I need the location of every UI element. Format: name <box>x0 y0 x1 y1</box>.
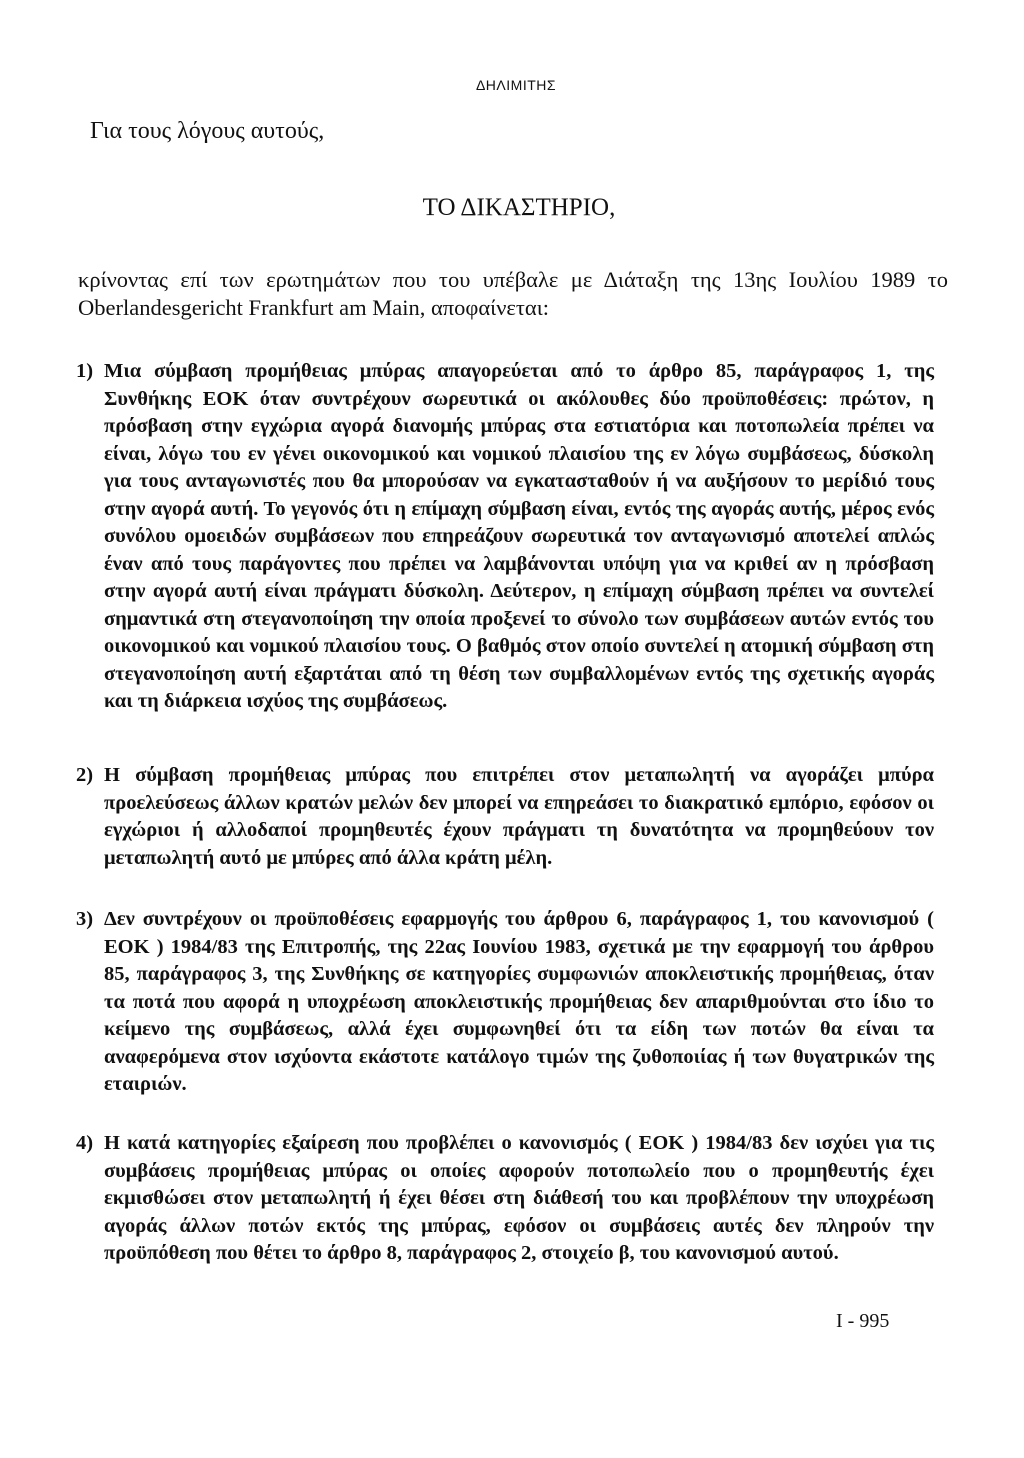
ruling-item-4 <box>76 1130 934 1268</box>
ruling-number: 4) <box>76 1132 94 1154</box>
ruling-item-1 <box>76 358 934 716</box>
ruling-text: Μια σύμβαση προμήθειας μπύρας απαγορεύεται από το άρθρο 85, παράγραφος 1, της Συνθήκης ΕΟΚ όταν συντρέχουν σωρευτικά οι ακόλουθες δύο προϋποθέσεις: πρώτον, η πρόσβαση στην εγχώρια αγορά διανομής μπύρας στα εστιατόρια και ποτοπωλεία πρέπει να είναι, λόγω του εν γένει οικονομικού και νομικού πλαισίου της εν λόγω συμβάσεως, δύσκολη για τους ανταγωνιστές που θα μπορούσαν να εγκατασταθούν ή να αυξήσουν το μερίδιό τους στην αγορά αυτή. Το γεγονός ότι η επίμαχη σύμβαση είναι, εντός της αγοράς αυτής, μέρος ενός συνόλου ομοειδών συμβάσεων που επηρεάζουν σωρευτικά τον ανταγωνισμό αποτελεί απλώς έναν από τους παράγοντες που πρέπει να λαμβάνονται υπόψη για να κριθεί αν η πρόσβαση στην αγορά αυτή είναι πράγματι δύσκολη. Δεύτερον, η επίμαχη σύμβαση πρέπει να συντελεί σημαντικά στη στεγανοποίηση την οποία προξενεί το σύνολο των συμβάσεων αυτών εντός του οικονομικού και νομικού πλαισίου τους. Ο βαθμός στον οποίο συντελεί η ατομική σύμβαση στη στεγανοποίηση αυτή εξαρτάται από τη θέση των συμβαλλομένων εντός της σχετικής αγοράς και τη διάρκεια ισχύος της συμβάσεως. <box>104 360 934 712</box>
ruling-number: 2) <box>76 764 94 786</box>
ruling-item-3 <box>76 906 934 1099</box>
intro-phrase: Για τους λόγους αυτούς, <box>90 118 325 144</box>
ruling-text: Η σύμβαση προμήθειας μπύρας που επιτρέπει στον μεταπωλητή να αγοράζει μπύρα προελεύσεως άλλων κρατών μελών δεν μπορεί να επηρεάσει το διακρατικό εμπόριο, εφόσον οι εγχώριοι ή αλλοδαποί προμηθευτές έχουν πράγματι τη δυνατότητα να προμηθεύουν τον μεταπωλητή αυτό με μπύρες από άλλα κράτη μέλη. <box>104 764 934 869</box>
running-head: ΔΗΛΙΜΙΤΗΣ <box>475 77 557 93</box>
court-title: ΤΟ ΔΙΚΑΣΤΗΡΙΟ, <box>422 194 616 221</box>
ruling-number: 3) <box>76 908 94 930</box>
ruling-text: Η κατά κατηγορίες εξαίρεση που προβλέπει ο κανονισμός ( ΕΟΚ ) 1984/83 δεν ισχύει για τις συμβάσεις προμήθειας μπύρας οι οποίες αφορούν ποτοπωλείο που ο προμηθευτής έχει εκμισθώσει στον μεταπωλητή ή έχει θέσει στη διάθεσή του και προβλέπουν την υποχρέωση αγοράς άλλων ποτών εκτός της μπύρας, εφόσον οι συμβάσεις αυτές δεν πληρούν την προϋπόθεση που θέτει το άρθρο 8, παράγραφος 2, στοιχείο β, του κανονισμού αυτού. <box>104 1132 934 1264</box>
ruling-text: Δεν συντρέχουν οι προϋποθέσεις εφαρμογής του άρθρου 6, παράγραφος 1, του κανονισμού ( ΕΟΚ ) 1984/83 της Επιτροπής, της 22ας Ιουνίου 1983, σχετικά με την εφαρμογή του άρθρου 85, παράγραφος 3, της Συνθήκης σε κατηγορίες συμφωνιών αποκλειστικής προμήθειας, όταν τα ποτά που αφορά η υποχρέωση αποκλειστικής προμήθειας δεν απαριθμούνται στο ίδιο το κείμενο της συμβάσεως, αλλά έχει συμφωνηθεί ότι τα είδη των ποτών θα είναι τα αναφερόμενα στον ισχύοντα εκάστοτε κατάλογο τιμών της ζυθοποιίας ή των θυγατρικών της εταιριών. <box>104 908 934 1095</box>
preamble-paragraph: κρίνοντας επί των ερωτημάτων που του υπέβαλε με Διάταξη της 13ης Ιουλίου 1989 το Oberlandesgericht Frankfurt am Main, αποφαίνεται: <box>78 267 948 320</box>
page-number: I - 995 <box>836 1310 890 1332</box>
ruling-item-2 <box>76 762 934 872</box>
ruling-number: 1) <box>76 360 94 382</box>
